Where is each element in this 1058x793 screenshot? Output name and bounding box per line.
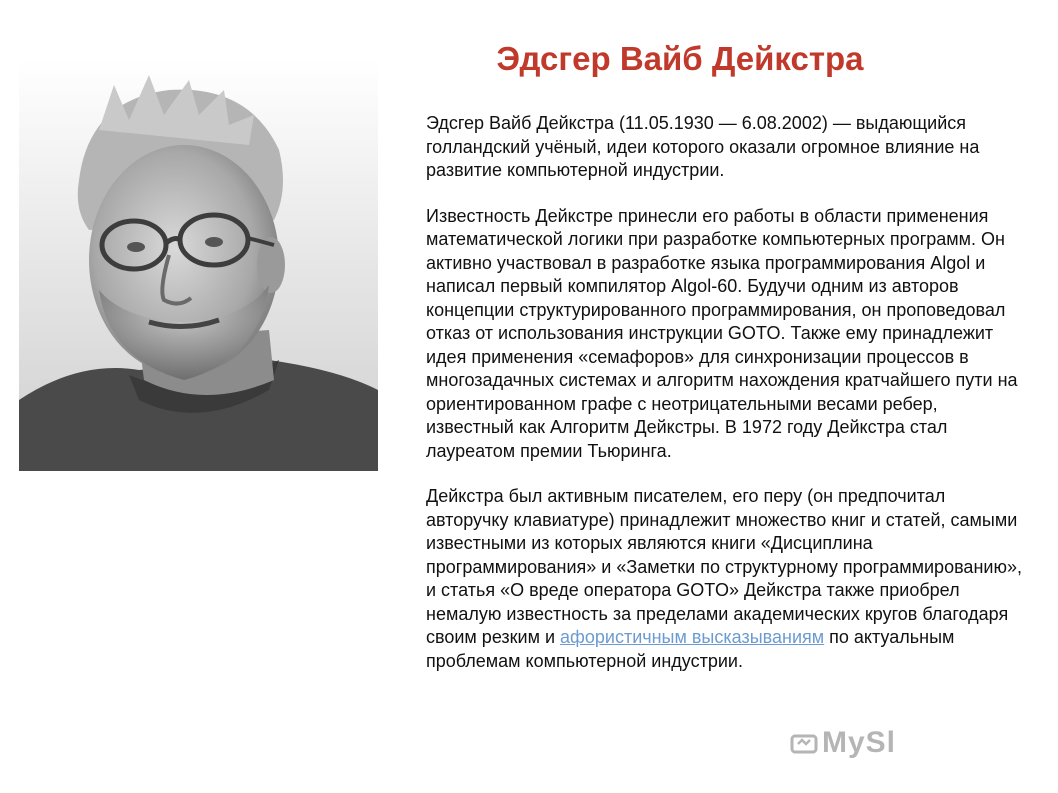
paragraph-intro: Эдсгер Вайб Дейкстра (11.05.1930 — 6.08.2002) — выдающийся голландский учёный, идеи которого оказали огромное влияние на развитие компьютерной индустрии. bbox=[426, 113, 980, 180]
page-title: Эдсгер Вайб Дейкстра bbox=[496, 40, 864, 77]
paragraph-achievements: Известность Дейкстре принесли его работы в области применения математической логики при разработке компьютерных программ. Он активно участвовал в разработке языка программирования Algol и написал первый компилятор Algol-60. Будучи одним из авторов концепции структурированного программирования, он проповедовал отказ от использования инструкции GOTO. Также ему принадлежит идея применения «семафоров» для синхронизации процессов в многозадачных системах и алгоритм нахождения кратчайшего пути на ориентированном графе с неотрицательными весами ребер, известный как Алгоритм Дейкстры. В 1972 году Дейкстра стал лауреатом премии Тьюринга. bbox=[426, 205, 1018, 461]
paragraph-writings bbox=[426, 485, 1026, 673]
article-body bbox=[426, 112, 1026, 695]
portrait-photo bbox=[19, 60, 378, 471]
paragraph-writings-tail: по актуальным проблемам компьютерной индустрии. bbox=[426, 627, 955, 671]
aphorisms-link[interactable]: афористичным высказываниям bbox=[560, 627, 825, 647]
watermark: MySl bbox=[822, 726, 897, 759]
watermark-logo-icon bbox=[790, 732, 818, 756]
paragraph-writings-text: Дейкстра был активным писателем, его перу (он предпочитал авторучку клавиатуре) принадлежит множество книг и статей, самыми известными из которых являются книги «Дисциплина программирования» и «Заметки по структурному программированию», и статья «О вреде оператора GOTO» Дейкстра также приобрел немалую известность за пределами академических кругов благодаря своим резким и bbox=[426, 486, 1022, 647]
